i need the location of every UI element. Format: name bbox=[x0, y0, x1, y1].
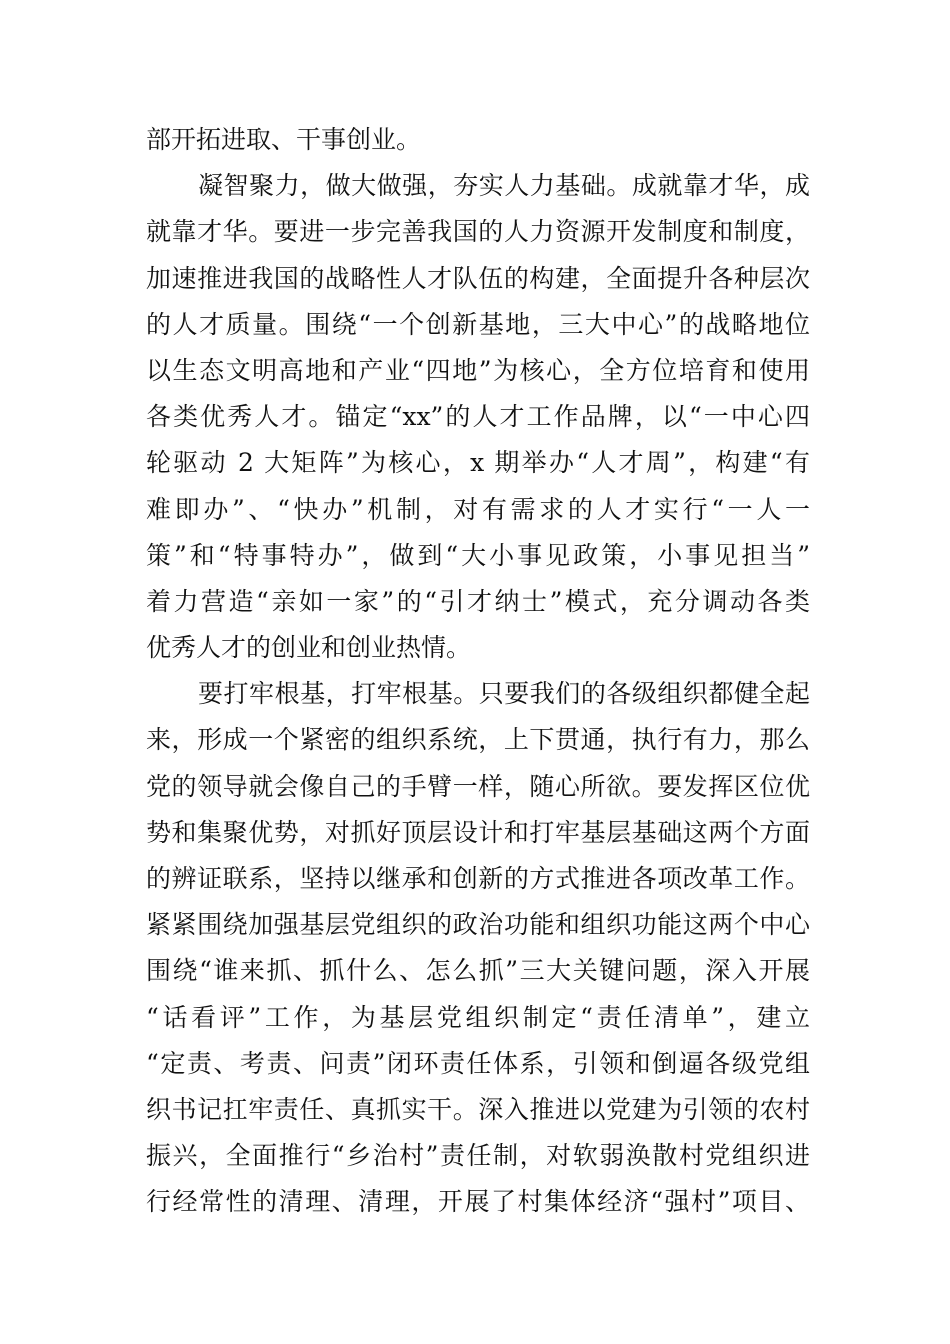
text-line: 势和集聚优势，对抓好顶层设计和打牢基层基础这两个方面 bbox=[146, 817, 810, 847]
text-line: 着力营造“亲如一家”的“引才纳士”模式，充分调动各类 bbox=[146, 586, 810, 616]
text-line: 就靠才华。要进一步完善我国的人力资源开发制度和制度， bbox=[146, 217, 810, 247]
text-line: 的人才质量。围绕“一个创新基地，三大中心”的战略地位 bbox=[146, 309, 810, 339]
text-line: 行经常性的清理、清理，开展了村集体经济“强村”项目、 bbox=[146, 1187, 810, 1217]
text-line: 振兴，全面推行“乡治村”责任制，对软弱涣散村党组织进 bbox=[146, 1141, 810, 1171]
text-line: 的辨证联系，坚持以继承和创新的方式推进各项改革工作。 bbox=[146, 864, 810, 893]
text-line: 部开拓进取、干事创业。 bbox=[146, 125, 422, 154]
text-line: 以生态文明高地和产业“四地”为核心，全方位培育和使用 bbox=[146, 355, 810, 385]
text-line: 轮驱动 2 大矩阵”为核心，x 期举办“人才周”，构建“有 bbox=[146, 448, 810, 478]
text-line: 围绕“谁来抓、抓什么、怎么抓”三大关键问题，深入开展 bbox=[146, 956, 810, 986]
text-line: 来，形成一个紧密的组织系统，上下贯通，执行有力，那么 bbox=[146, 725, 810, 755]
body-text bbox=[146, 117, 810, 1226]
text-line: 各类优秀人才。锚定“xx”的人才工作品牌，以“一中心四 bbox=[146, 402, 810, 432]
text-line: 优秀人才的创业和创业热情。 bbox=[146, 633, 472, 663]
text-line: 加速推进我国的战略性人才队伍的构建，全面提升各种层次 bbox=[146, 263, 810, 293]
text-line: 难即办”、“快办”机制，对有需求的人才实行“一人一 bbox=[146, 494, 810, 524]
text-line: 紧紧围绕加强基层党组织的政治功能和组织功能这两个中心 bbox=[146, 910, 810, 940]
text-line: “定责、考责、问责”闭环责任体系，引领和倒逼各级党组 bbox=[146, 1048, 810, 1078]
text-line: 织书记扛牢责任、真抓实干。深入推进以党建为引领的农村 bbox=[146, 1094, 810, 1124]
text-line: 凝智聚力，做大做强，夯实人力基础。成就靠才华，成 bbox=[198, 171, 810, 201]
text-line: “话看评”工作，为基层党组织制定“责任清单”，建立 bbox=[146, 1002, 810, 1032]
text-line: 策”和“特事特办”，做到“大小事见政策，小事见担当” bbox=[146, 540, 810, 570]
text-line: 党的领导就会像自己的手臂一样，随心所欲。要发挥区位优 bbox=[146, 771, 810, 801]
text-line: 要打牢根基，打牢根基。只要我们的各级组织都健全起 bbox=[198, 679, 810, 709]
